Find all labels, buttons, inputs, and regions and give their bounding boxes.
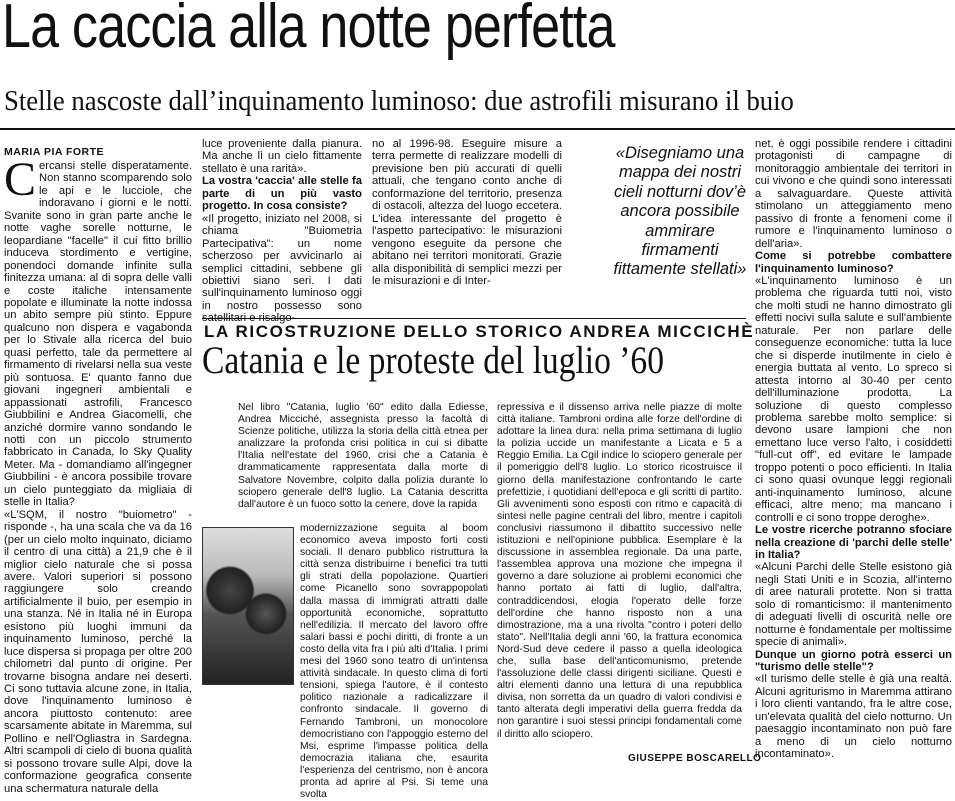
question: La vostra 'caccia' alle stelle fa parte di un più vasto progetto. In cosa consiste? [202, 175, 362, 213]
question: Dunque un giorno potrà esserci un "turismo delle stelle"? [755, 648, 952, 674]
column-5 [755, 138, 952, 767]
protest-photo [202, 527, 294, 685]
body-text: no al 1996-98. Eseguire misure a terra permette di realizzare modelli di previsione ben più accurati di quelli attuali, che tengano conto anche di conformazione del territorio, presenza di ostacoli, altezza del luogo eccetera. L'idea interessante del progetto è l'aspetto partecipativo: le misurazioni vengono eseguite da persone che abitano nei territori monitorati. Grazie alla disponibilità di semplici mezzi per le misurazioni e di Inter- [372, 138, 562, 287]
body-text: «Il progetto, iniziato nel 2008, si chiama "Buiometria Partecipativa": un nome scherzoso per avvicinarlo ai semplici cittadini, sebbene gli obiettivi siano seri. I dati sull'inquinamento luminoso oggi in nostro possesso sono satellitari e risalgo- [202, 212, 362, 325]
column-3 [372, 138, 562, 314]
box-column-a [300, 523, 488, 801]
column-2 [202, 138, 362, 325]
box-kicker: LA RICOSTRUZIONE DELLO STORICO ANDREA MICCICHÈ [204, 322, 755, 341]
header-rule [0, 128, 955, 130]
paragraph [4, 153, 192, 509]
body-text: repressiva e il dissenso arriva nelle piazze di molte città italiane. Tambroni ordina alle forze dell'ordine di adottare la linea dura: nella prima settimana di luglio la polizia uccide un manifestante a Licata e 5 a Reggio Emilia. La Cgil indice lo sciopero generale per il pomeriggio dell'8 luglio. Lo storico ricostruisce il giorno della manifestazione confrontando le carte prefettizie, i quotidiani dell'epoca e gli scritti di partito. Gli avvenimenti sono esposti con ritmo e capacità di sintesi nelle pagine centrali del libro, mentre i capitoli conclusivi riassumono il dibattito successivo nelle istituzioni e nell'opinione pubblica. Esemplare è la discussione in assemblea regionale. Da una parte, l'assemblea approva una mozione che impegna il governo a dare soluzione ai problemi economici che hanno portato ai fatti di luglio, dall'altra, contraddicendosi, elogia l'operato delle forze dell'ordine che hanno risposto non a una dimostrazione, ma a una rivolta "contro i poteri dello stato". Nell'Italia degli anni '60, la frattura economica Nord-Sud deve cedere il passo a quella ideologica che, sulla base dell'anticomunismo, pretende l'assoluzione delle classi dirigenti siciliane. Questi e altri elementi danno una lettura di una repubblica divisa, non sorretta da un quadro di valori condivisi e tanto alterata degli imperativi della guerra fredda da non garantire i suoi stessi principi fondamentali come il diritto allo sciopero. [497, 402, 742, 740]
drop-cap: C [4, 153, 37, 206]
body-text: net, è oggi possibile rendere i cittadini protagonisti di campagne di monitoraggio ambientale dei territori in cui vivono e che quindi sono interessati a salvaguardare. Queste attività stimolano un atteggiamento meno passivo di fronte a fenomeni come il rumore e l'inquinamento luminoso o dell'aria». [755, 138, 952, 250]
body-text: ercansi stelle disperatamente. Non stanno scomparendo solo le api e le lucciole, che indoravano i giorni e le notti. Svanite sono in gran parte anche le notte vaghe sorelle notturne, le leopardiane "facelle" il cui fitto brillio induceva stordimento e vertigine, ponendoci domande infinite sulla finitezza umana: al di sopra delle valli e coste italiche intensamente popolate e illuminate la notte indossa un abito sempre più stinto. Eppure qualcuno non dispera e vagabonda per lo Stivale alla ricerca del buio quasi perfetto, tale da permettere al firmamento di rivelarsi nella sua veste più sontuosa. E' quanto fanno due giovani ingegneri ambientali e appassionati astrofili, Francesco Giubbilini e Andrea Giacomelli, che anziché dormire vanno sondando le notti con un piccolo strumento fabbricato in Canada, lo Sky Quality Meter. Ma - domandiamo all'ingegner Giubbilini - è ancora possibile trovare un cielo punteggiato da migliaia di stelle in Italia? [4, 160, 192, 509]
headline: La caccia alla notte perfetta [2, 0, 615, 61]
question: Come si potrebbe combattere l'inquinamento luminoso? [755, 250, 952, 275]
body-text: «L'inquinamento luminoso è un problema che riguarda tutti noi, visto che molti studi ne hanno dimostrato gli effetti nocivi sulla salute e sull'ambiente naturale. Per non parlare delle conseguenze economiche: tutta la luce che si disperde inutilmente in cielo è energia buttata al vento. Lo spreco si attesta intorno al 30-40 per cento dell'illuminazione prodotta. La soluzione di questo complesso problema sarebbe molto semplice: si devono usare lampioni che non emettano luce verso l'alto, i cosiddetti "full-cut off", ed evitare le lampade troppo potenti o poco efficienti. In Italia ci sono quasi ovunque leggi regionali anti-inquinamento luminoso, alcune efficaci, altre meno; ma mancano i controlli e ci sono troppe deroghe». [755, 274, 952, 524]
question: Le vostre ricerche potranno sfociare nella creazione di 'parchi delle stelle' in Italia? [755, 524, 952, 561]
body-text: Nel libro "Catania, luglio '60" edito dalla Ediesse, Andrea Micciché, assegnista presso la facoltà di Scienze politiche, utilizza la storia della città etnea per analizzare la profonda crisi politica in cui si dibatte l'Italia nell'estate del 1960, crisi che a Catania è drammaticamente rappresentata dalla morte di Salvatore Novembre, colpito dalla polizia durante lo sciopero generale dell'8 luglio. La Catania descritta dall'autore è un fuoco sotto la cenere, dove la rapida [238, 402, 488, 510]
body-text: «Il turismo delle stelle è già una realtà. Alcuni agriturismo in Maremma attirano i loro clienti vantando, fra le altre cose, un'elevata qualità del cielo notturno. Un paesaggio incontaminato non può fare a meno di un cielo notturno incontaminato». [755, 673, 952, 761]
pull-quote: «Disegniamo una mappa dei nostri cieli notturni dov’è ancora possibile ammirare firmamenti fittamente stellati» [613, 144, 747, 279]
body-text: modernizzazione seguita al boom economico aveva imposto forti costi sociali. Il denaro pubblico ristruttura la città senza distribuirne i benefici tra tutti gli strati della popolazione. Quartieri come Picanello sono sovrappopolati dalla massa di immigrati attratti dalle opportunità economiche, soprattutto nell'edilizia. Il mercato del lavoro offre salari bassi e pochi diritti, di fronte a un costo della vita fra i più alti d'Italia. I primi mesi del 1960 sono teatro di un'intensa attività sindacale. In questo clima di forti tensioni, spiega l'autore, è il contesto politico nazionale a radicalizzare il confronto sindacale. Il governo di Fernando Tambroni, un monocolore democristiano con l'appoggio esterno del Msi, esprime l'impasse politica della democrazia italiana che, esaurita l'esperienza del centrismo, non è ancora pronta ad aprire al Psi. Si teme una svolta [300, 523, 488, 801]
body-text: luce proveniente dalla pianura. Ma anche lì un cielo fittamente stellato è una rarità». [202, 138, 362, 175]
subtitle: Stelle nascoste dall’inquinamento luminoso: due astrofili misurano il buio [4, 85, 794, 117]
box-signature: GIUSEPPE BOSCARELLO [628, 753, 762, 764]
box-rule [202, 318, 746, 319]
box-column-b [497, 402, 742, 752]
body-text: «Alcuni Parchi delle Stelle esistono già negli Stati Uniti e in Scozia, all'interno di aree naturali protette. Non si tratta solo di romanticismo: il mantenimento di adeguati livelli di oscurità nelle ore notturne è fondamentale per moltissime specie di animali». [755, 561, 952, 649]
byline: MARIA PIA FORTE [4, 146, 105, 158]
paragraph: «L'SQM, il nostro "buiometro" - risponde -, ha una scala che va da 16 (per un cielo molto inquinato, diciamo il centro di una città) a 21,9 che è il miglior cielo naturale che si possa avere. Valori superiori si possono raggiungere solo creando artificialmente il buio, per esempio in una stanza. Né in Italia né in Europa esistono più luoghi immuni da inquinamento luminoso, perché la luce dispersa si propaga per oltre 200 chilometri dal punto di origine. Per trovarne bisogna andare nei deserti. Ci sono tuttavia alcune zone, in Italia, dove l'inquinamento luminoso è ancora piuttosto contenuto: aree scarsamente abitate in Maremma, sul Pollino e nell'Ogliastra in Sardegna. Altri scampoli di cielo di buona qualità si possono trovare sulle Alpi, dove la conformazione geografica consente una schermatura naturale della [4, 508, 192, 795]
box-intro [238, 402, 488, 522]
column-1 [4, 153, 192, 795]
box-title: Catania e le proteste del luglio ’60 [202, 339, 664, 382]
